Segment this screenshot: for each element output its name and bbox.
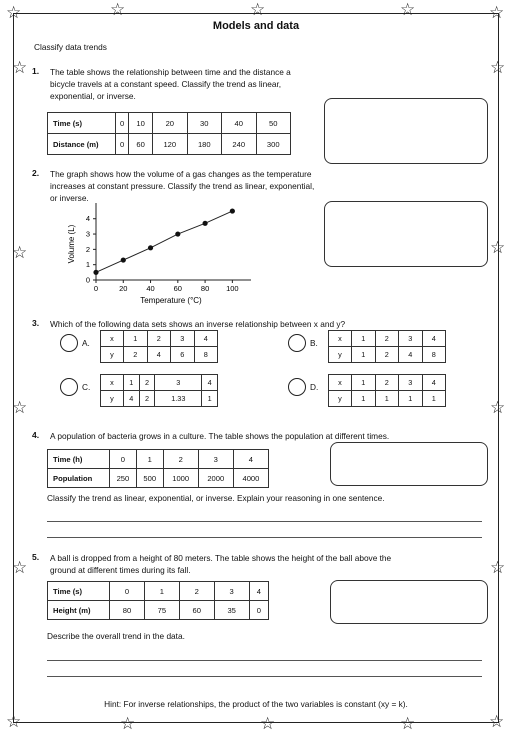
- page-subtitle: Classify data trends: [34, 42, 107, 52]
- data-point: [230, 208, 235, 213]
- q2-text-line: or inverse.: [50, 193, 89, 203]
- q5-text-line: A ball is dropped from a height of 80 meters. The table shows the height of the ball above the: [50, 553, 392, 563]
- data-point: [93, 270, 98, 275]
- star-icon: ☆: [12, 558, 28, 578]
- option-label: C.: [82, 382, 91, 392]
- star-icon: ☆: [12, 398, 28, 418]
- table-row: Distance (m) 0 60 120 180 240 300: [48, 134, 291, 155]
- table-row: x 1 2 3 4: [329, 331, 446, 347]
- hint-text: Hint: For inverse relationships, the product of the two variables is constant (xy = k).: [104, 699, 408, 709]
- table-row: Time (s) 0 1 2 3 4: [48, 582, 269, 601]
- x-tick-label: 0: [93, 284, 99, 293]
- q1-table: [47, 112, 291, 155]
- option-label: D.: [310, 382, 319, 392]
- q3-text: Which of the following data sets shows an inverse relationship between x and y?: [50, 319, 346, 329]
- q4-answer-box[interactable]: [330, 442, 488, 486]
- q1-answer-box[interactable]: [324, 98, 488, 164]
- data-point: [121, 257, 126, 262]
- star-icon: ☆: [490, 238, 506, 258]
- q2-text-line: increases at constant pressure. Classify the trend as linear, exponential,: [50, 181, 315, 191]
- option-table: [100, 374, 218, 407]
- star-icon: ☆: [490, 58, 506, 78]
- data-point: [202, 221, 207, 226]
- q4-text: A population of bacteria grows in a culture. The table shows the population at different times.: [50, 431, 390, 441]
- table-row: y 4 2 1.33 1: [101, 391, 218, 407]
- q5-number: 5.: [32, 552, 40, 562]
- option-c-radio[interactable]: [60, 378, 78, 396]
- star-icon: ☆: [120, 714, 136, 734]
- star-icon: ☆: [490, 558, 506, 578]
- x-tick-label: 20: [119, 284, 128, 293]
- y-tick-label: 4: [85, 214, 90, 224]
- q5-text-line: ground at different times during its fall.: [50, 565, 191, 575]
- table-row: y 1 2 4 8: [329, 347, 446, 363]
- star-icon: ☆: [6, 3, 22, 23]
- q2-answer-box[interactable]: [324, 201, 488, 267]
- q1-number: 1.: [32, 66, 40, 76]
- q2-number: 2.: [32, 168, 40, 178]
- option-table: [328, 330, 446, 363]
- page-title: Models and data: [212, 20, 300, 32]
- table-row: Time (s) 0 10 20 30 40 50: [48, 113, 291, 134]
- option-table: [100, 330, 218, 363]
- q5-answer-line[interactable]: [47, 676, 482, 677]
- x-tick-label: 40: [146, 284, 155, 293]
- option-table: [328, 374, 446, 407]
- q5-table: [47, 581, 269, 620]
- table-row: Population 250 500 1000 2000 4000: [48, 469, 269, 488]
- table-row: x 1 2 3 4: [101, 331, 218, 347]
- q5-answer-line[interactable]: [47, 660, 482, 661]
- star-icon: ☆: [12, 58, 28, 78]
- series-line: [96, 211, 232, 272]
- q4-answer-line[interactable]: [47, 537, 482, 538]
- star-icon: ☆: [260, 714, 276, 734]
- x-tick-label: 60: [173, 284, 182, 293]
- x-tick-label: 80: [200, 284, 210, 293]
- y-tick-label: 1: [85, 260, 90, 270]
- q4-table: [47, 449, 269, 488]
- option-label: B.: [310, 338, 318, 348]
- table-row: x 1 2 3 4: [329, 375, 446, 391]
- option-a-radio[interactable]: [60, 334, 78, 352]
- star-icon: ☆: [250, 0, 266, 20]
- option-b-radio[interactable]: [288, 334, 306, 352]
- star-icon: ☆: [6, 712, 22, 732]
- star-icon: ☆: [489, 3, 505, 23]
- y-tick-label: 0: [85, 275, 90, 285]
- y-axis-label: Volume (L): [67, 224, 76, 264]
- x-tick-label: 100: [226, 284, 239, 293]
- y-tick-label: 3: [85, 229, 90, 239]
- table-row: y 2 4 6 8: [101, 347, 218, 363]
- option-label: A.: [82, 338, 90, 348]
- table-row: Time (h) 0 1 2 3 4: [48, 450, 269, 469]
- q5-answer-box[interactable]: [330, 580, 488, 624]
- option-d-radio[interactable]: [288, 378, 306, 396]
- x-axis-label: Temperature (°C): [140, 296, 202, 305]
- star-icon: ☆: [12, 243, 28, 263]
- star-icon: ☆: [400, 714, 416, 734]
- data-point: [148, 245, 153, 250]
- table-row: Height (m) 80 75 60 35 0: [48, 601, 269, 620]
- star-icon: ☆: [489, 712, 505, 732]
- q5-prompt: Describe the overall trend in the data.: [47, 631, 185, 641]
- q4-prompt: Classify the trend as linear, exponential, or inverse. Explain your reasoning in one sentence.: [47, 493, 385, 503]
- q3-number: 3.: [32, 318, 40, 328]
- q4-number: 4.: [32, 430, 40, 440]
- table-row: x 1 2 3 4: [101, 375, 218, 391]
- q1-text-line: exponential, or inverse.: [50, 91, 136, 101]
- star-icon: ☆: [400, 0, 416, 20]
- volume-temperature-chart: [60, 200, 260, 310]
- q2-text-line: The graph shows how the volume of a gas changes as the temperature: [50, 169, 312, 179]
- q4-answer-line[interactable]: [47, 521, 482, 522]
- star-icon: ☆: [490, 398, 506, 418]
- data-point: [175, 231, 180, 236]
- q1-text-line: bicycle travels at a constant speed. Classify the trend as linear,: [50, 79, 282, 89]
- table-row: y 1 1 1 1: [329, 391, 446, 407]
- q1-text-line: The table shows the relationship between time and the distance a: [50, 67, 291, 77]
- star-icon: ☆: [110, 0, 126, 20]
- y-tick-label: 2: [85, 244, 90, 254]
